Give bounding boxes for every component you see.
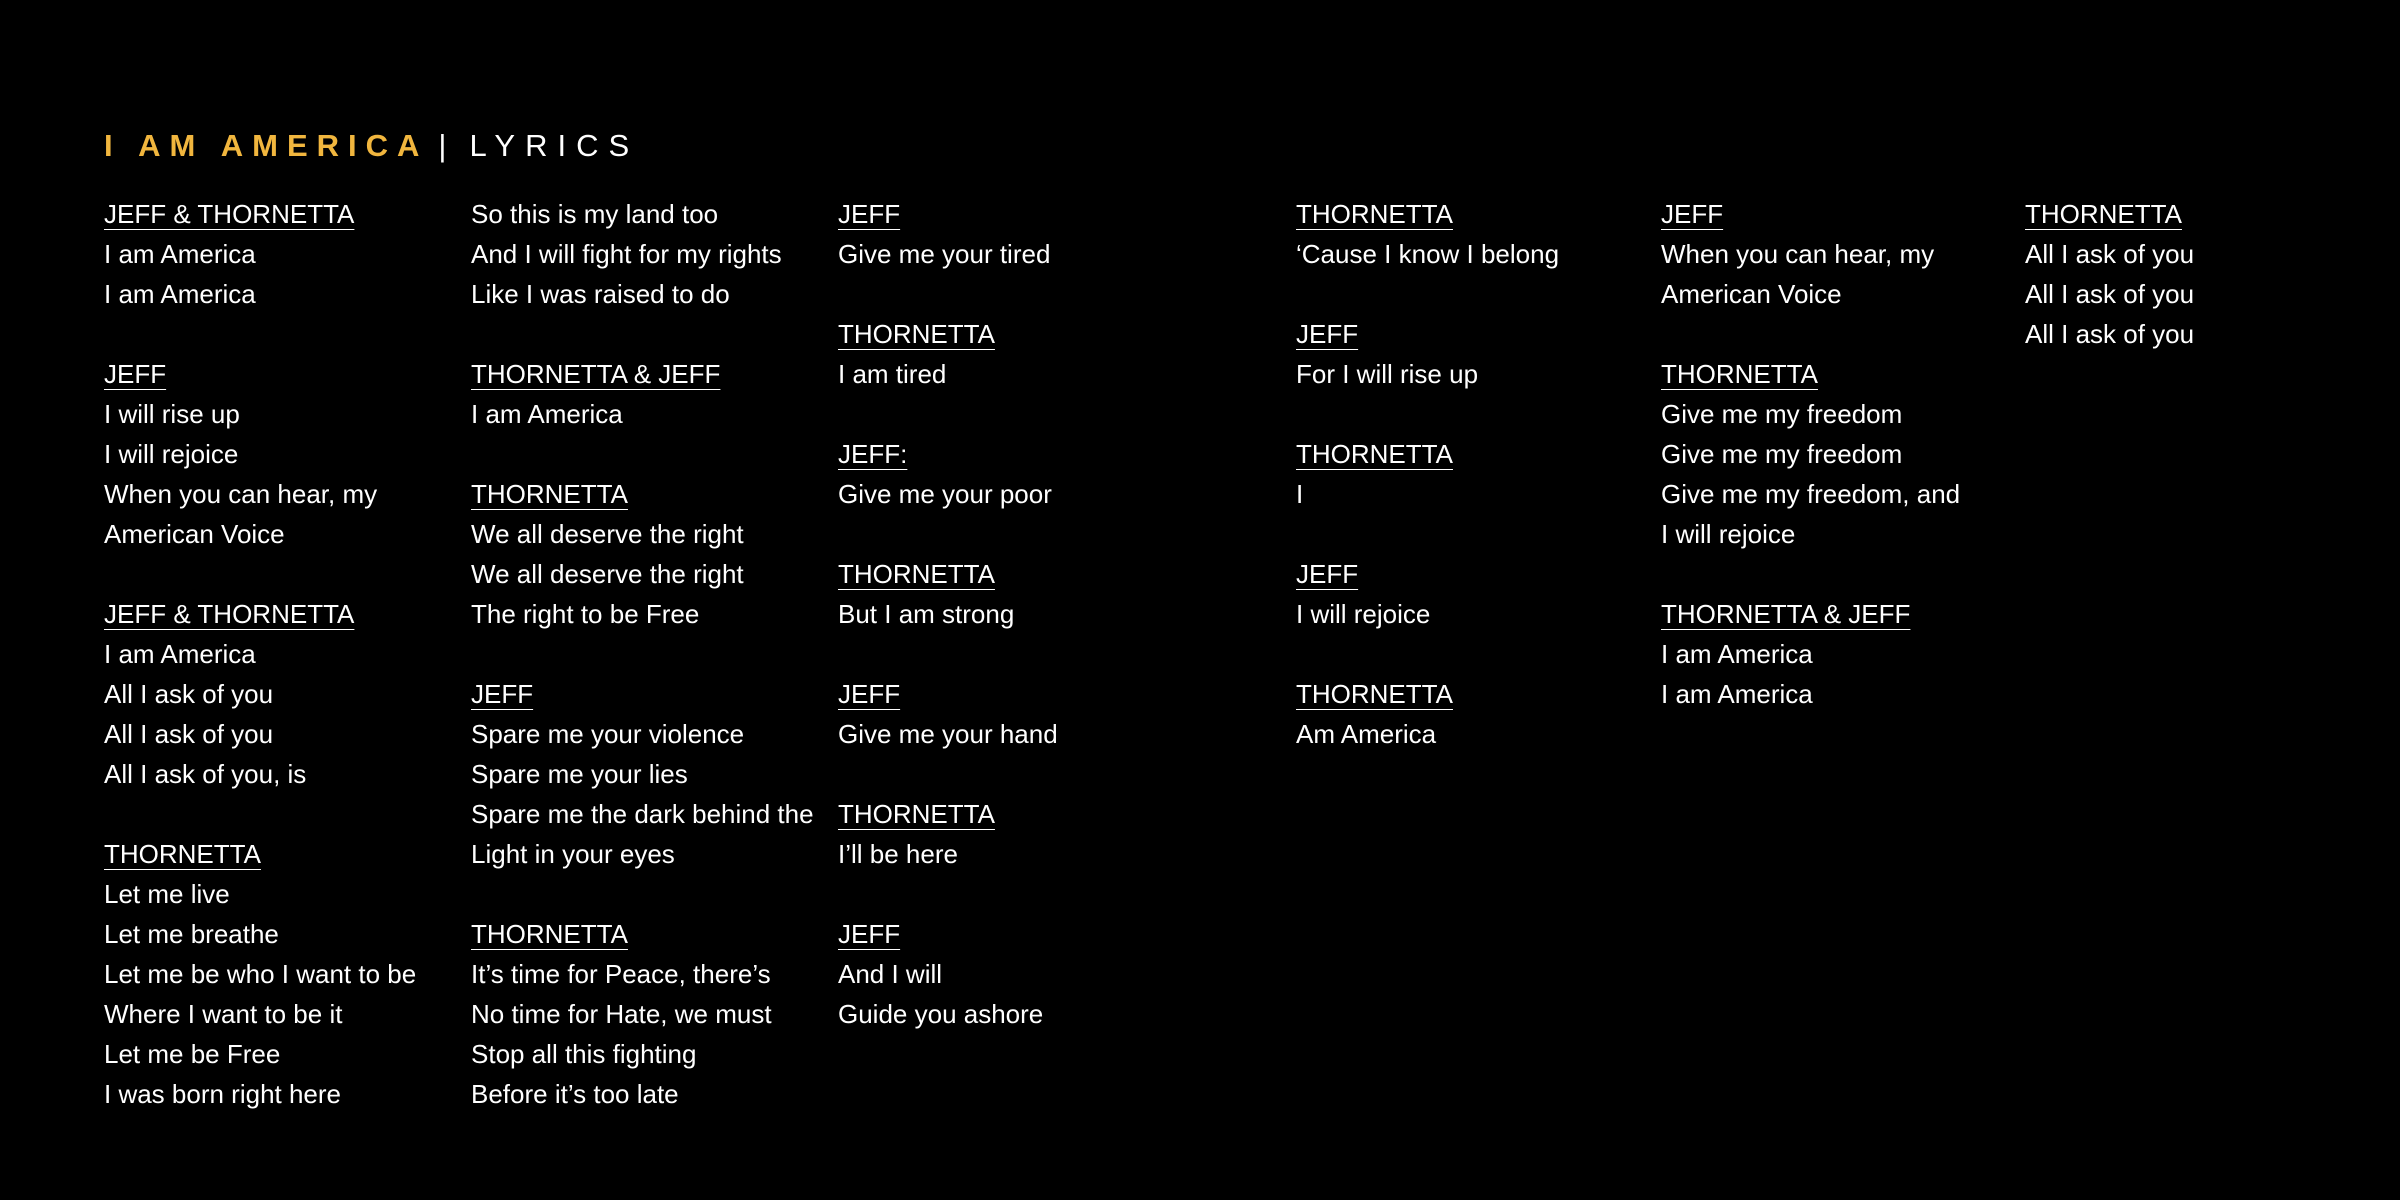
speaker-label: THORNETTA [1296, 199, 1453, 229]
lyric-line: Spare me your lies [471, 759, 688, 789]
lyric-line: I will rejoice [104, 439, 239, 469]
song-title: I AM AMERICA [104, 128, 429, 163]
lyric-line: Give me your hand [838, 719, 1058, 749]
lyric-line: American Voice [104, 519, 285, 549]
lyrics-column-3 [838, 194, 1058, 1034]
stanza [104, 594, 416, 794]
lyric-line: Let me breathe [104, 919, 279, 949]
stanza [1661, 594, 1960, 714]
stanza [1296, 194, 1559, 274]
lyric-line: I will rejoice [1661, 519, 1796, 549]
stanza [471, 914, 814, 1114]
speaker-label: THORNETTA [1296, 679, 1453, 709]
lyric-line: No time for Hate, we must [471, 999, 772, 1029]
speaker-label: JEFF [1661, 199, 1724, 229]
lyric-line: Before it’s too late [471, 1079, 679, 1109]
stanza [838, 674, 1058, 754]
speaker-label: THORNETTA [838, 799, 995, 829]
title-separator: | [438, 128, 456, 163]
lyric-line: When you can hear, my [104, 479, 378, 509]
stanza [838, 314, 1058, 394]
lyric-line: Let me live [104, 879, 230, 909]
stanza [838, 794, 1058, 874]
lyric-line: I will rise up [104, 399, 240, 429]
lyric-line: Guide you ashore [838, 999, 1044, 1029]
lyric-line: All I ask of you [2025, 279, 2195, 309]
lyric-line: I am America [104, 279, 256, 309]
page-title [104, 126, 639, 166]
lyric-line: All I ask of you [104, 719, 274, 749]
speaker-label: THORNETTA [471, 479, 628, 509]
speaker-label: THORNETTA [471, 919, 628, 949]
lyric-line: I am America [104, 239, 256, 269]
stanza [1296, 314, 1559, 394]
stanza [838, 434, 1058, 514]
stanza [838, 194, 1058, 274]
speaker-label: THORNETTA [104, 839, 261, 869]
speaker-label: THORNETTA [1296, 439, 1453, 469]
stanza [1296, 554, 1559, 634]
lyric-line: Give me your tired [838, 239, 1051, 269]
lyric-line: And I will fight for my rights [471, 239, 782, 269]
lyric-line: Give me my freedom [1661, 399, 1903, 429]
stanza [471, 354, 814, 434]
lyric-line: Give me my freedom, and [1661, 479, 1961, 509]
lyric-line: I am America [471, 399, 623, 429]
stanza [104, 834, 416, 1114]
speaker-label: JEFF [838, 679, 901, 709]
lyric-line: When you can hear, my [1661, 239, 1935, 269]
speaker-label: JEFF [838, 199, 901, 229]
speaker-label: JEFF: [838, 439, 908, 469]
lyric-line: And I will [838, 959, 943, 989]
lyrics-column-2 [471, 194, 814, 1114]
lyric-line: All I ask of you [2025, 239, 2195, 269]
lyric-line: All I ask of you [104, 679, 274, 709]
lyrics-column-4 [1296, 194, 1559, 754]
lyric-line: American Voice [1661, 279, 1842, 309]
lyric-line: Give me your poor [838, 479, 1052, 509]
speaker-label: THORNETTA [1661, 359, 1818, 389]
lyric-line: Give me my freedom [1661, 439, 1903, 469]
lyric-line: Light in your eyes [471, 839, 675, 869]
lyric-line: All I ask of you [2025, 319, 2195, 349]
stanza [1661, 194, 1960, 314]
speaker-label: THORNETTA [838, 559, 995, 589]
lyric-line: ‘Cause I know I belong [1296, 239, 1560, 269]
lyric-line: Spare me your violence [471, 719, 745, 749]
stanza [2025, 194, 2194, 354]
speaker-label: THORNETTA [838, 319, 995, 349]
speaker-label: JEFF [104, 359, 167, 389]
lyric-line: I was born right here [104, 1079, 342, 1109]
lyric-line: I will rejoice [1296, 599, 1431, 629]
stanza [1296, 434, 1559, 514]
lyric-line: Let me be Free [104, 1039, 281, 1069]
lyric-line: We all deserve the right [471, 519, 744, 549]
lyric-line: Stop all this fighting [471, 1039, 697, 1069]
lyric-line: Where I want to be it [104, 999, 343, 1029]
lyric-line: For I will rise up [1296, 359, 1479, 389]
speaker-label: JEFF [1296, 559, 1359, 589]
stanza [471, 194, 814, 314]
lyric-line: Like I was raised to do [471, 279, 730, 309]
speaker-label: JEFF [471, 679, 534, 709]
stanza [838, 914, 1058, 1034]
stanza [471, 474, 814, 634]
lyric-line: So this is my land too [471, 199, 719, 229]
stanza [104, 194, 416, 314]
lyric-line: We all deserve the right [471, 559, 744, 589]
speaker-label: JEFF [838, 919, 901, 949]
lyric-line: Let me be who I want to be [104, 959, 417, 989]
speaker-label: THORNETTA & JEFF [1661, 599, 1911, 629]
lyric-line: It’s time for Peace, there’s [471, 959, 771, 989]
lyric-line: I am tired [838, 359, 947, 389]
lyric-line: Spare me the dark behind the [471, 799, 814, 829]
stanza [471, 674, 814, 874]
speaker-label: THORNETTA [2025, 199, 2182, 229]
lyric-line: I am America [104, 639, 256, 669]
stanza [1296, 674, 1559, 754]
speaker-label: JEFF & THORNETTA [104, 599, 355, 629]
lyric-line: Am America [1296, 719, 1437, 749]
speaker-label: JEFF [1296, 319, 1359, 349]
lyrics-column-6 [2025, 194, 2194, 354]
lyric-line: I [1296, 479, 1304, 509]
speaker-label: THORNETTA & JEFF [471, 359, 721, 389]
lyric-line: I am America [1661, 679, 1813, 709]
lyric-line: But I am strong [838, 599, 1015, 629]
speaker-label: JEFF & THORNETTA [104, 199, 355, 229]
stanza [104, 354, 416, 554]
lyric-line: I am America [1661, 639, 1813, 669]
lyrics-column-1 [104, 194, 416, 1114]
lyric-line: I’ll be here [838, 839, 958, 869]
lyric-line: The right to be Free [471, 599, 700, 629]
title-subtitle: LYRICS [469, 128, 640, 163]
lyric-line: All I ask of you, is [104, 759, 307, 789]
stanza [838, 554, 1058, 634]
lyrics-column-5 [1661, 194, 1960, 714]
stanza [1661, 354, 1960, 554]
